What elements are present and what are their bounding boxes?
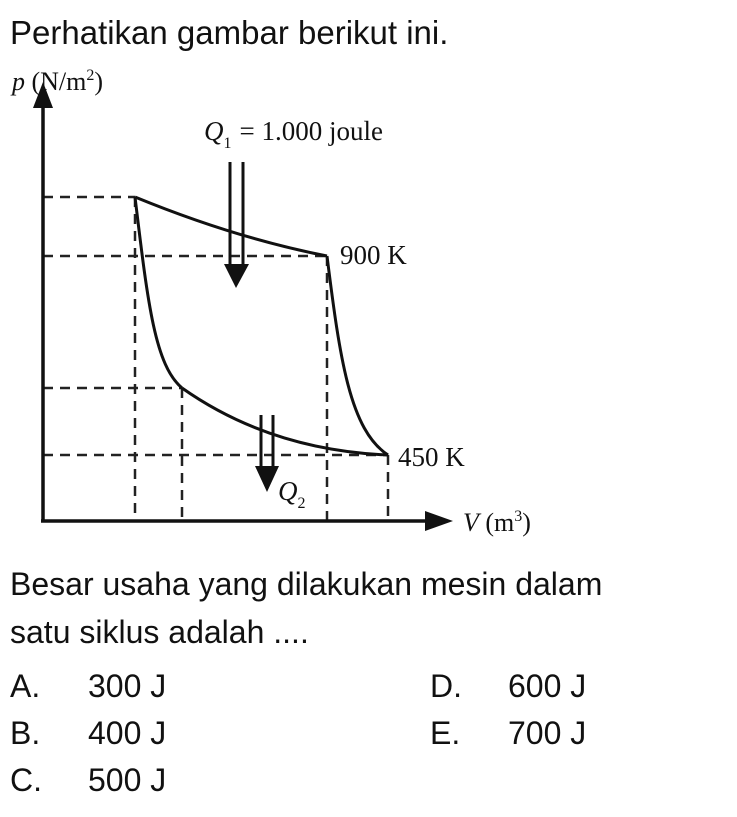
question-text (10, 560, 730, 656)
y-axis-label: p $(N/m^2)$ (12, 67, 104, 96)
x-axis-label: V $(m^3)$ (463, 508, 531, 537)
option-e-letter: E. (430, 715, 461, 751)
adiabat-expansion (327, 256, 388, 455)
option-b[interactable] (10, 715, 166, 752)
intro-text: Perhatikan gambar berikut ini. (10, 14, 449, 51)
option-b-letter: B. (10, 715, 41, 751)
option-d[interactable] (430, 668, 586, 705)
option-e-value: 700 J (508, 715, 587, 751)
question-line-2: satu siklus adalah .... (10, 614, 309, 650)
option-c[interactable] (10, 762, 166, 799)
axes (41, 108, 425, 521)
option-b-value: 400 J (88, 715, 167, 751)
q1-label: $Q_1 = 1.000$ joule (204, 116, 383, 152)
option-a-letter: A. (10, 668, 41, 704)
t-high-label: 900 K (340, 240, 407, 270)
pv-diagram (0, 60, 737, 550)
option-a[interactable] (10, 668, 166, 705)
x-axis-arrow-icon (425, 511, 453, 531)
option-a-value: 300 J (88, 668, 167, 704)
option-c-letter: C. (10, 762, 42, 798)
option-d-letter: D. (430, 668, 462, 704)
q1-arrow-icon (224, 162, 249, 288)
isotherm-450k (182, 388, 388, 455)
t-low-label: 450 K (398, 442, 465, 472)
option-c-value: 500 J (88, 762, 167, 798)
adiabat-compression (135, 197, 182, 388)
option-d-value: 600 J (508, 668, 587, 704)
question-line-1: Besar usaha yang dilakukan mesin dalam (10, 566, 603, 602)
dashed-guides (43, 197, 388, 520)
q2-arrow-icon (255, 415, 279, 492)
q2-label: $Q_2$ (278, 476, 306, 512)
option-e[interactable] (430, 715, 586, 752)
